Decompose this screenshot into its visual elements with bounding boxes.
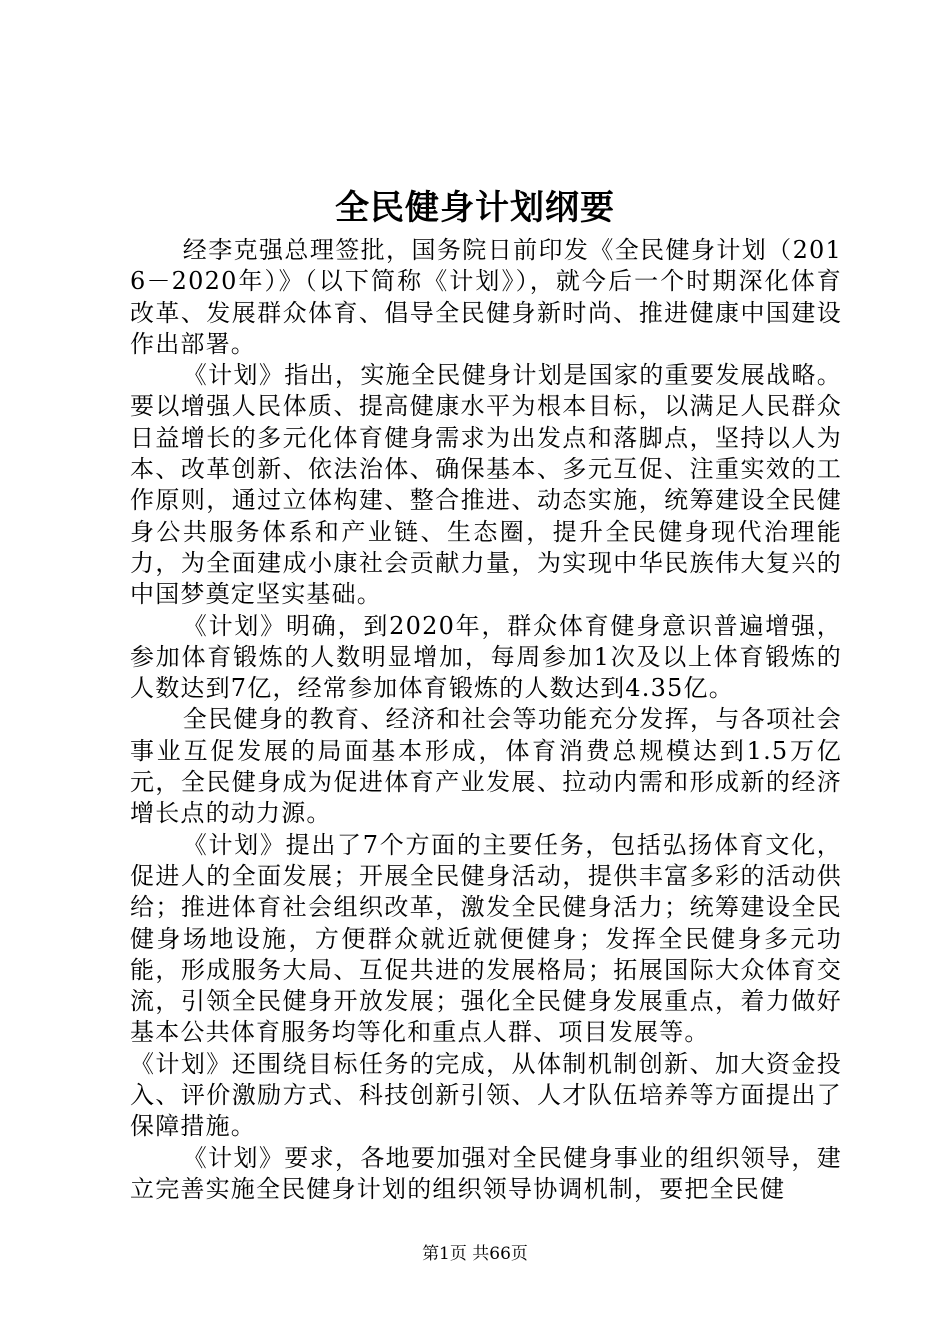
paragraph-7: 《计划》要求，各地要加强对全民健身事业的组织领导，建立完善实施全民健身计划的组织领导协调机制，要把全民健 [130,1143,842,1203]
paragraph-6: 《计划》还围绕目标任务的完成，从体制机制创新、加大资金投入、评价激励方式、科技创新引领、人才队伍培养等方面提出了保障措施。 [130,1049,842,1141]
paragraph-3: 《计划》明确，到2020年，群众体育健身意识普遍增强，参加体育锻炼的人数明显增加，每周参加1次及以上体育锻炼的人数达到7亿，经常参加体育锻炼的人数达到4.35亿。 [130,611,842,703]
paragraph-2: 《计划》指出，实施全民健身计划是国家的重要发展战略。要以增强人民体质、提高健康水平为根本目标，以满足人民群众日益增长的多元化体育健身需求为出发点和落脚点，坚持以人为本、改革创新、依法治体、确保基本、多元互促、注重实效的工作原则，通过立体构建、整合推进、动态实施，统筹建设全民健身公共服务体系和产业链、生态圈，提升全民健身现代治理能力，为全面建成小康社会贡献力量，为实现中华民族伟大复兴的中国梦奠定坚实基础。 [130,361,842,609]
document-body [130,235,842,1205]
paragraph-1: 经李克强总理签批，国务院日前印发《全民健身计划（2016－2020年）》（以下简称《计划》），就今后一个时期深化体育改革、发展群众体育、倡导全民健身新时尚、推进健康中国建设作出部署。 [130,236,842,358]
page-number-footer: 第1页 共66页 [422,1244,528,1264]
paragraph-5: 《计划》提出了7个方面的主要任务，包括弘扬体育文化，促进人的全面发展；开展全民健身活动，提供丰富多彩的活动供给；推进体育社会组织改革，激发全民健身活力；统筹建设全民健身场地设施，方便群众就近就便健身；发挥全民健身多元功能，形成服务大局、互促共进的发展格局；拓展国际大众体育交流，引领全民健身开放发展；强化全民健身发展重点，着力做好基本公共体育服务均等化和重点人群、项目发展等。 [130,830,842,1047]
document-title: 全民健身计划纲要 [335,188,615,228]
paragraph-4: 全民健身的教育、经济和社会等功能充分发挥，与各项社会事业互促发展的局面基本形成，体育消费总规模达到1.5万亿元，全民健身成为促进体育产业发展、拉动内需和形成新的经济增长点的动力源。 [130,705,842,828]
